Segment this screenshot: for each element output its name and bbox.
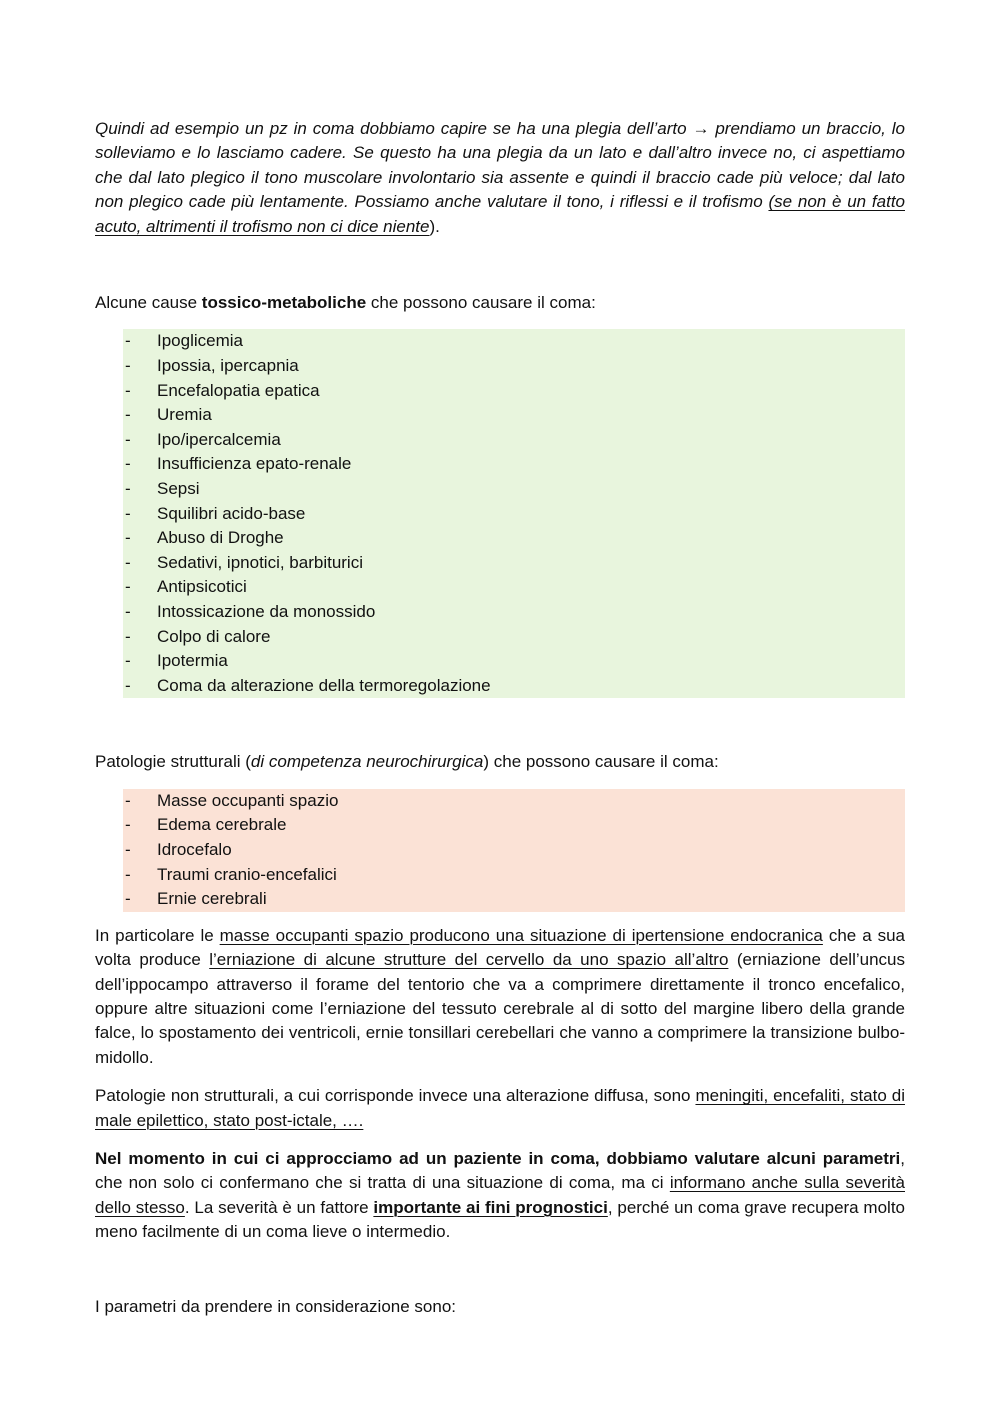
non-structural-paragraph: Patologie non strutturali, a cui corrisponde invece una alterazione diffusa, sono meningiti, encefaliti, stato di male epilettico, stato post-ictale, ….	[95, 1086, 905, 1130]
list-item: - Traumi cranio-encefalici	[125, 864, 337, 884]
list-item: - Uremia	[125, 405, 212, 425]
document-page	[95, 117, 905, 1319]
severity-paragraph: Nel momento in cui ci approcciamo ad un paziente in coma, dobbiamo valutare alcuni parametri, che non solo ci confermano che si tratta di una situazione di coma, ma ci informano anche sulla severità dello stesso. La severità è un fattore importante ai fini prognostici, perché un coma grave recupera molto meno facilmente di un coma lieve o intermedio.	[95, 1148, 906, 1242]
toxic-heading: Alcune cause tossico-metaboliche che possono causare il coma:	[95, 293, 596, 313]
intro-end: ).	[429, 216, 440, 236]
right-arrow-icon: →	[692, 119, 710, 138]
list-item: - Squilibri acido-base	[125, 503, 306, 523]
toxic-bold: tossico-metaboliche	[201, 293, 367, 313]
structural-list	[123, 789, 905, 912]
toxic-list	[123, 329, 905, 698]
list-item: - Ernie cerebrali	[125, 889, 267, 909]
list-item: - Coma da alterazione della termoregolazione	[125, 675, 491, 695]
list-item: - Edema cerebrale	[125, 815, 287, 835]
intro-underlined: (se non è un fatto acuto, altrimenti il trofismo non ci dice niente	[95, 192, 905, 236]
list-item: - Ipo/ipercalcemia	[125, 429, 281, 449]
list-item: - Idrocefalo	[125, 839, 232, 859]
list-item: - Insufficienza epato-renale	[125, 454, 352, 474]
intro-text-2: prendiamo un braccio, lo solleviamo e lo lasciamo cadere. Se questo ha una plegia da un lato e dall’altro invece no, ci aspettiamo che dal lato plegico il tono muscolare involontario sia assente e quindi il braccio cade più veloce; dal lato non plegico cade più lentamente. Possiamo anche valutare il tono, i riflessi e il trofismo	[95, 119, 905, 212]
structural-heading: Patologie strutturali (di competenza neurochirurgica) che possono causare il coma:	[95, 752, 719, 772]
list-item: - Ipoglicemia	[125, 331, 243, 351]
closing-line: I parametri da prendere in considerazione sono:	[95, 1296, 456, 1316]
list-item: - Sedativi, ipnotici, barbiturici	[125, 552, 363, 572]
list-item: - Colpo di calore	[125, 626, 271, 646]
intro-text: Quindi ad esempio un pz in coma dobbiamo capire se ha una plegia dell’arto	[95, 119, 693, 138]
list-item: - Abuso di Droghe	[125, 528, 284, 548]
list-item: - Masse occupanti spazio	[125, 790, 339, 810]
list-item: - Intossicazione da monossido	[125, 601, 376, 621]
list-item: - Ipotermia	[125, 651, 228, 671]
list-item: - Encefalopatia epatica	[125, 380, 320, 400]
list-item: - Sepsi	[125, 479, 200, 498]
list-item: - Antipsicotici	[125, 577, 247, 597]
list-item: - Ipossia, ipercapnia	[125, 356, 299, 376]
herniation-paragraph: In particolare le masse occupanti spazio producono una situazione di ipertensione endocranica che a sua volta produce l’erniazione di alcune strutture del cervello da uno spazio all’altro (erniazione dell’uncus dell’ippocampo attraverso il forame del tentorio che va a comprimere direttamente il tronco encefalico, oppure altre situazioni come l’erniazione del tessuto cerebrale al di sotto del margine libero della grande falce, lo spostamento dei ventricoli, ernie tonsillari cerebellari che vanno a comprimere la transizione bulbo-midollo.	[95, 925, 905, 1067]
intro-paragraph	[95, 117, 905, 239]
structural-italic: di competenza neurochirurgica	[250, 752, 484, 772]
